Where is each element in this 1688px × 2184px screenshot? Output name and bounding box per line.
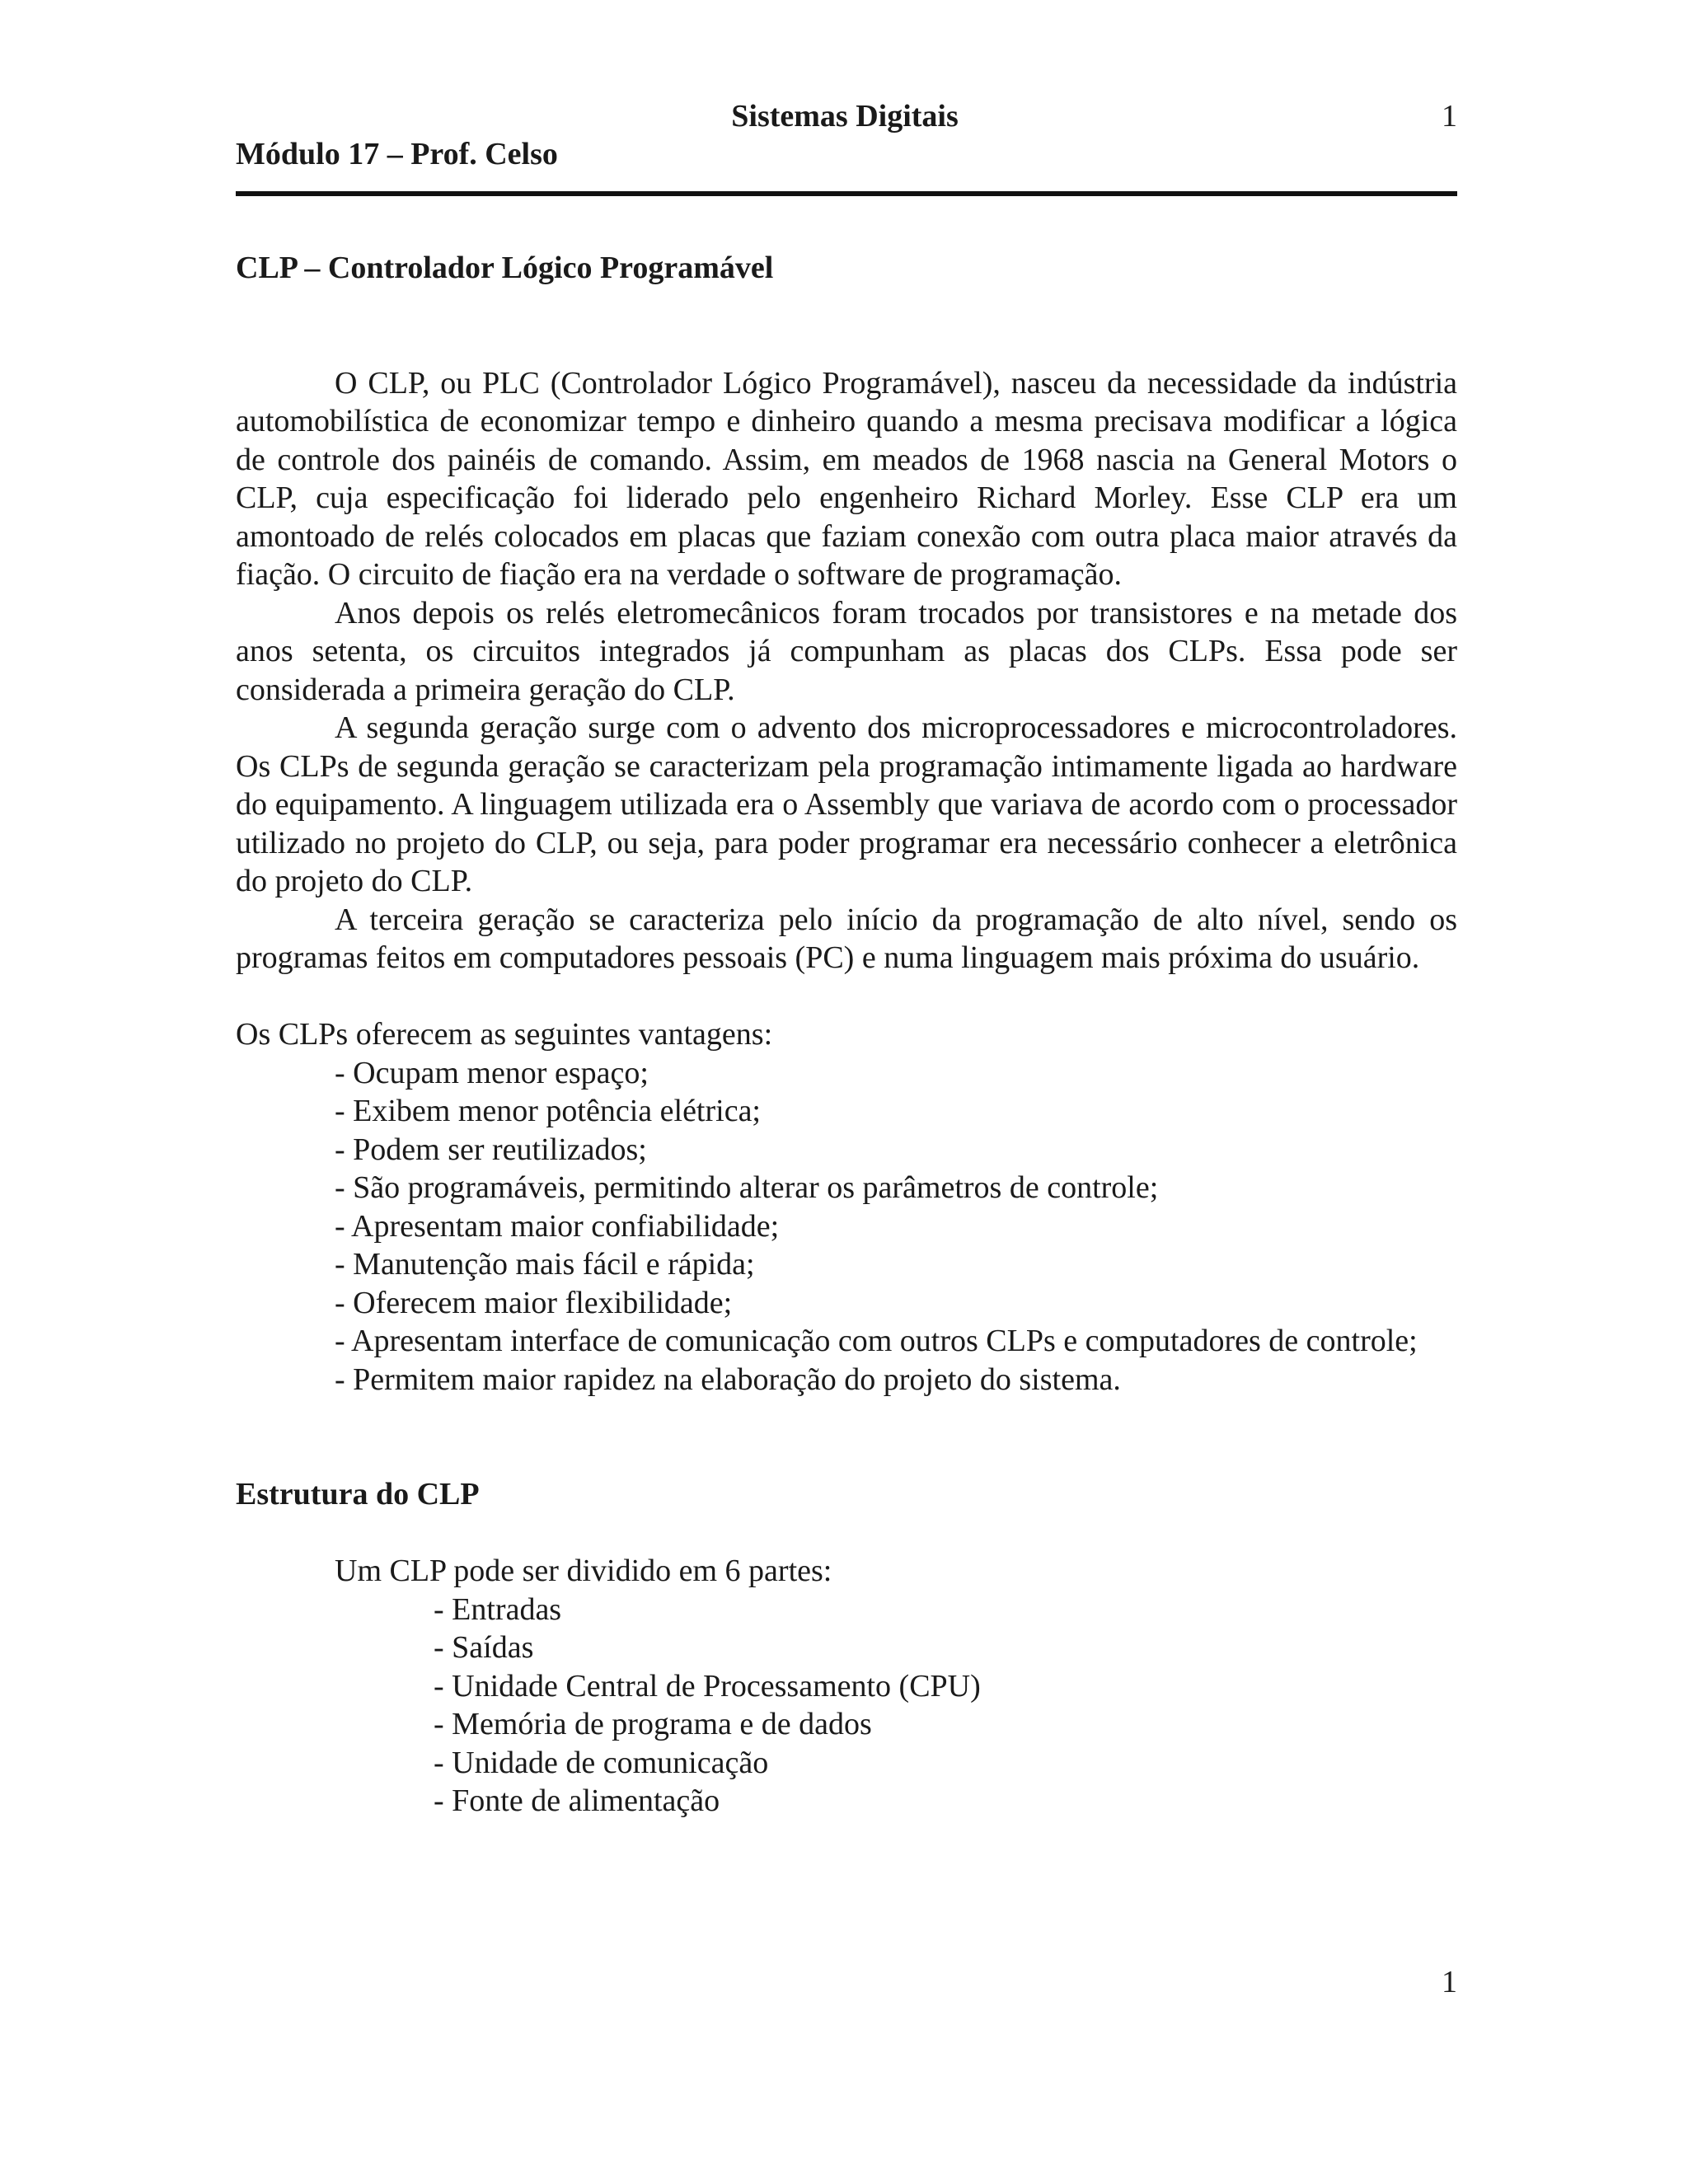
footer-page-number: 1 (1442, 1965, 1457, 1999)
structure-part-item: - Memória de programa e de dados (434, 1707, 872, 1741)
advantage-item: - São programáveis, permitindo alterar os parâmetros de controle; (335, 1170, 1159, 1205)
section-heading-clp: CLP – Controlador Lógico Programável (236, 251, 774, 285)
header-page-number: 1 (1442, 99, 1457, 134)
header-title: Sistemas Digitais (731, 99, 959, 134)
structure-part-item: - Entradas (434, 1591, 562, 1627)
advantage-item: - Apresentam maior confiabilidade; (335, 1208, 780, 1244)
structure-part-item: - Unidade de comunicação (434, 1745, 769, 1780)
advantages-intro: Os CLPs oferecem as seguintes vantagens: (236, 1017, 773, 1052)
paragraph-first-generation: Anos depois os relés eletromecânicos foram trocados por transistores e na metade dos anos setenta, os circuitos integrados já compunham as placas dos CLPs. Essa pode ser considerada a primeira geração do CLP. (236, 595, 1457, 707)
structure-part-item: - Unidade Central de Processamento (CPU) (434, 1668, 981, 1704)
section-heading-estrutura: Estrutura do CLP (236, 1477, 480, 1511)
advantage-item: - Exibem menor potência elétrica; (335, 1094, 761, 1128)
structure-part-item: - Fonte de alimentação (434, 1783, 720, 1818)
advantage-item: - Permitem maior rapidez na elaboração do projeto do sistema. (335, 1361, 1121, 1397)
paragraph-third-generation: A terceira geração se caracteriza pelo início da programação de alto nível, sendo os programas feitos em computadores pessoais (PC) e numa linguagem mais próxima do usuário. (236, 902, 1457, 975)
structure-part-item: - Saídas (434, 1630, 534, 1665)
paragraph-second-generation: A segunda geração surge com o advento dos microprocessadores e microcontroladores. Os CLPs de segunda geração se caracterizam pela programação intimamente ligada ao hardware do equipamento. A linguagem utilizada era o Assembly que variava de acordo com o processador utilizado no projeto do CLP, ou seja, para poder programar era necessário conhecer a eletrônica do projeto do CLP. (236, 710, 1457, 898)
advantage-item: - Apresentam interface de comunicação com outros CLPs e computadores de controle; (335, 1324, 1418, 1358)
advantage-item: - Podem ser reutilizados; (335, 1132, 647, 1167)
header-module: Módulo 17 – Prof. Celso (236, 137, 558, 171)
paragraph-history: O CLP, ou PLC (Controlador Lógico Programável), nasceu da necessidade da indústria automobilística de economizar tempo e dinheiro quando a mesma precisava modificar a lógica de controle dos painéis de comando. Assim, em meados de 1968 nascia na General Motors o CLP, cuja especificação foi liderado pelo engenheiro Richard Morley. Esse CLP era um amontoado de relés colocados em placas que faziam conexão com outra placa maior através da fiação. O circuito de fiação era na verdade o software de programação. (236, 365, 1457, 592)
advantage-item: - Manutenção mais fácil e rápida; (335, 1247, 755, 1282)
document-body (236, 249, 1457, 1821)
header-divider (236, 191, 1457, 196)
advantage-item: - Ocupam menor espaço; (335, 1055, 649, 1090)
advantage-item: - Oferecem maior flexibilidade; (335, 1285, 733, 1320)
structure-intro: Um CLP pode ser dividido em 6 partes: (335, 1554, 832, 1588)
